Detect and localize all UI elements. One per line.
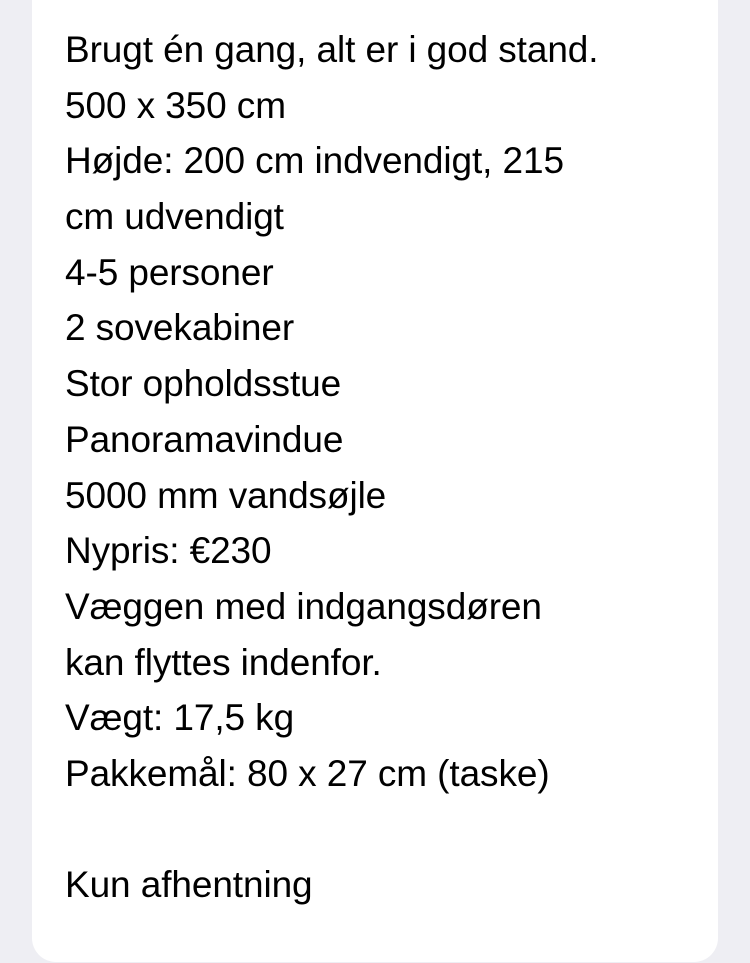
- blank-line: [65, 802, 695, 858]
- message-line: 5000 mm vandsøjle: [65, 474, 387, 516]
- message-line: Højde: 200 cm indvendigt, 215: [65, 140, 564, 182]
- message-line: Væggen med indgangsdøren: [65, 585, 542, 627]
- message-line: Brugt én gang, alt er i god stand.: [65, 29, 599, 70]
- message-line: 500 x 350 cm: [65, 84, 286, 126]
- message-line: 4-5 personer: [65, 251, 274, 293]
- message-line: 2 sovekabiner: [65, 307, 295, 349]
- message-line: Nypris: €230: [65, 530, 272, 572]
- message-line: Pakkemål: 80 x 27 cm (taske): [65, 752, 550, 794]
- message-line: kan flyttes indenfor.: [65, 641, 382, 683]
- message-line: Panoramavindue: [65, 418, 344, 460]
- message-line: Vægt: 17,5 kg: [65, 697, 295, 739]
- message-line: Stor opholdsstue: [65, 363, 342, 405]
- message-closing-line: Kun afhentning: [65, 864, 313, 906]
- message-text: [65, 22, 695, 913]
- message-line: cm udvendigt: [65, 196, 284, 238]
